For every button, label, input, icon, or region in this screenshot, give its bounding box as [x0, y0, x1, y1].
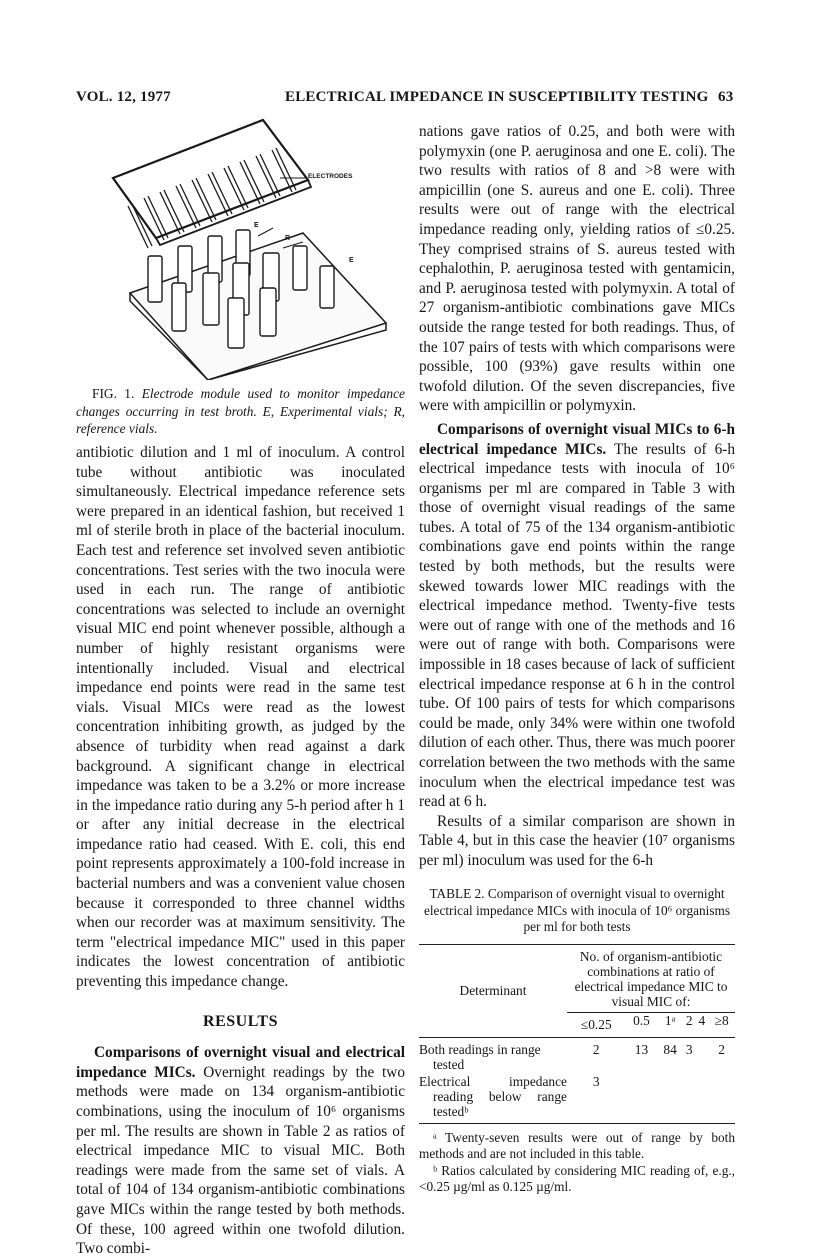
- continuation-paragraph: nations gave ratios of 0.25, and both were with polymyxin (one P. aeruginosa and one E. coli). The two results with ratios of 8 and >8 were with ampicillin (one S. aureus and one E. coli). Three results were out of range with the electrical impedance reading only, yielding ratios of ≤0.25. They comprised strains of S. aureus tested with cephalothin, P. aeruginosa tested with gentamicin, and P. aeruginosa tested with polymyxin. A total of 27 organism-antibiotic combinations gave MICs outside the range tested for both readings. Thus, of the 107 pairs of tests with which comparisons were possible, 100 (93%) gave results within one twofold dilution. Of the seven discrepancies, five were with ampicillin or polymyxin.: [419, 123, 735, 415]
- figure-1: [108, 118, 396, 380]
- figure-caption: [76, 385, 405, 438]
- row-label: Both readings in range tested: [419, 1041, 541, 1072]
- table-cell: [626, 1072, 658, 1124]
- experimental-vial-label-2: E: [349, 257, 354, 264]
- header-ratio: 2: [685, 1012, 693, 1028]
- experimental-vial-label: E: [254, 222, 259, 229]
- table-cell: 84: [663, 1041, 677, 1057]
- table-cell: [708, 1072, 735, 1124]
- header-ratio: 0.5: [633, 1012, 650, 1028]
- left-column: [76, 443, 405, 1259]
- table-cell: 13: [634, 1041, 649, 1057]
- results-paragraph-1-text: Overnight readings by the two methods were made on 134 organism-antibiotic combinations, using the inoculum of 10⁶ organisms per ml. The results are shown in Table 2 as ratios of electrical impedance MIC to visual MIC. Both readings were made from the same set of vials. A total of 104 of 134 organism-antibiotic combinations gave MICs within the range tested by both methods. Of these, 100 agreed within one twofold dilution. Two combi-: [76, 1063, 405, 1258]
- table-cell: 3: [592, 1073, 600, 1089]
- caption-text: Electrode module used to monitor impedance changes occurring in test broth. E, Experimental vials; R, reference vials.: [76, 386, 405, 436]
- table-row: [419, 1037, 735, 1072]
- table-cell: 2: [718, 1041, 725, 1057]
- comparison-6h-paragraph: [419, 420, 735, 812]
- electrode-module-illustration: [108, 118, 396, 380]
- running-header-volume: VOL. 12, 1977: [76, 89, 171, 105]
- table-2: [419, 886, 735, 1196]
- table4-reference-paragraph: Results of a similar comparison are shown in Table 4, but in this case the heavier (10⁷ organisms per ml) inoculum was used for the 6-h: [419, 812, 735, 869]
- row-label: Electrical impedance reading below range testedᵇ: [419, 1073, 567, 1119]
- header-ratio: ≥8: [714, 1012, 729, 1028]
- results-heading: RESULTS: [203, 1012, 278, 1030]
- table-cell: 3: [685, 1041, 693, 1057]
- reference-vial-label: R: [285, 235, 291, 242]
- table-row: [419, 1072, 735, 1124]
- table-2-footnote-b: ᵇ Ratios calculated by considering MIC reading of, e.g., <0.25 µg/ml as 0.125 µg/ml.: [419, 1162, 735, 1194]
- running-header-title: ELECTRICAL IMPEDANCE IN SUSCEPTIBILITY TESTING: [285, 89, 709, 105]
- caption-label: FIG. 1.: [92, 386, 135, 401]
- table-2-grid: [419, 944, 735, 1130]
- page-number: 63: [718, 89, 734, 105]
- header-ratio: 1ᵃ: [664, 1012, 676, 1028]
- header-ratio-group: No. of organism-antibiotic combinations at ratio of electrical impedance MIC to visual MIC of:: [567, 944, 735, 1012]
- table-cell: 2: [592, 1041, 600, 1057]
- right-column: [419, 122, 735, 871]
- comparison-6h-text: The results of 6-h electrical impedance tests with inocula of 10⁶ organisms per ml are compared in Table 3 with those of overnight visual readings of the same tubes. A total of 75 of the 134 organism-antibiotic combinations gave end points within the range tested by both methods, but the results were skewed towards lower MIC readings with the electrical impedance method. Twenty-five tests were out of range with one of the methods and 16 were out of range with both. Comparisons were impossible in 18 cases because of lack of sufficient electrical impedance response at 6 h in the control tube. Of 100 pairs of tests for which comparisons could be made, only 34% were within one twofold dilution of each other. Thus, there was much poorer correlation between the two methods with the same inoculum when the electrical impedance test was read at 6 h.: [419, 440, 735, 811]
- table-cell: [657, 1072, 682, 1124]
- header-determinant: Determinant: [459, 982, 527, 998]
- results-paragraph-1: [76, 1043, 405, 1259]
- header-ratio: 4: [698, 1012, 706, 1028]
- table-cell: [683, 1072, 696, 1124]
- table-2-title: TABLE 2. Comparison of overnight visual to overnight electrical impedance MICs with inocula of 10⁶ organisms per ml for both tests: [423, 886, 731, 934]
- methods-paragraph: antibiotic dilution and 1 ml of inoculum. A control tube without antibiotic was inoculated simultaneously. Electrical impedance reference sets were prepared in an identical fashion, but received 1 ml of sterile broth in place of the bacterial inoculum. Each test and reference set involved seven antibiotic concentrations. Test series with the two inocula were used in each run. The range of antibiotic concentrations was selected to include an overnight visual MIC end point whenever possible, although a number of highly resistant organisms were intentionally included. Visual and electrical impedance end points were read in the same test vials. Visual MICs were read as the lowest concentration inhibiting growth, as judged by the absence of turbidity when read against a dark background. A significant change in electrical impedance was taken to be a 3.2% or more increase in the impedance ratio during any 5-h period after h 1 or after any initial decrease in the electrical impedance ratio had ceased. With E. coli, this end point represents approximately a 100-fold increase in bacterial numbers and was a convenient value chosen because it corresponded to three channel widths when our recorder was at maximum sensitivity. The term "electrical impedance MIC" used in this paper indicates the lowest concentration of antibiotic preventing this impedance change.: [76, 444, 405, 991]
- results-run-in-heading: Comparisons of overnight visual and electrical impedance MICs.: [76, 1044, 405, 1081]
- table-cell: [696, 1037, 709, 1072]
- header-ratio: ≤0.25: [580, 1016, 612, 1032]
- table-cell: [696, 1072, 709, 1124]
- comparison-6h-run-in-heading: Comparisons of overnight visual MICs to 6-h electrical impedance MICs.: [419, 420, 735, 458]
- table-2-footnote-a: ᵃ Twenty-seven results were out of range by both methods and are not included in this table.: [419, 1129, 735, 1161]
- electrodes-label: ELECTRODES: [308, 173, 353, 180]
